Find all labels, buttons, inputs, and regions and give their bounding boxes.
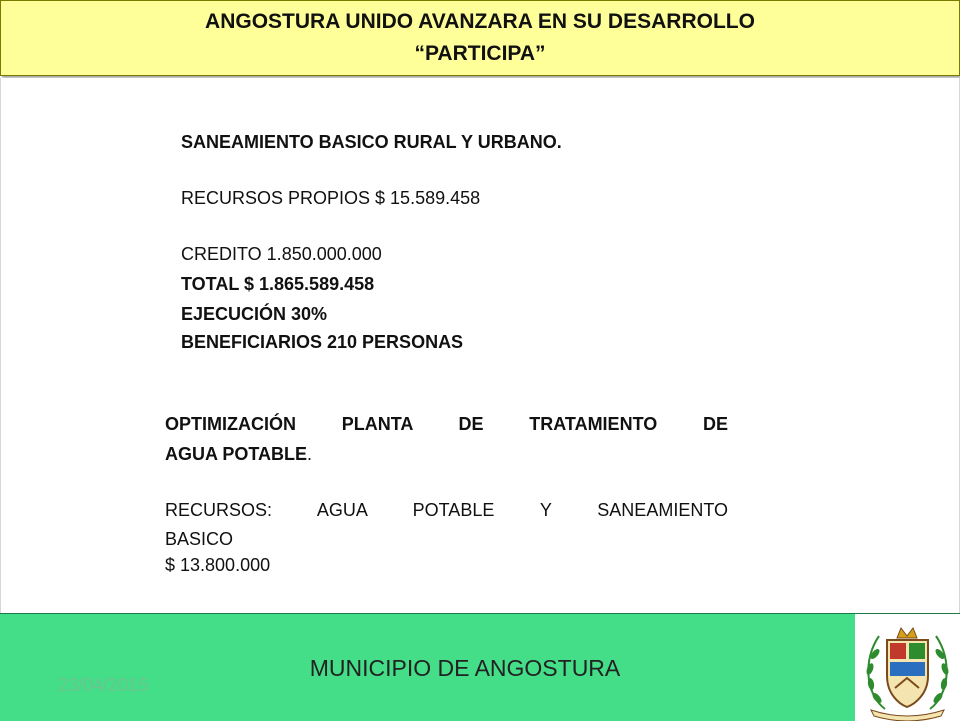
project1-title: SANEAMIENTO BASICO RURAL Y URBANO. — [181, 132, 562, 152]
slide-footer — [0, 613, 960, 721]
project1-total: TOTAL $ 1.865.589.458 — [181, 274, 375, 294]
slide-title-line1: ANGOSTURA UNIDO AVANZARA EN SU DESARROLLO — [205, 10, 755, 33]
project2-title-line2 — [165, 444, 312, 465]
project2-amount: $ 13.800.000 — [165, 555, 271, 575]
slide-title-line2: “PARTICIPA” — [414, 42, 546, 65]
slide-title-banner — [0, 0, 960, 76]
slide-body — [0, 78, 960, 613]
municipal-seal-logo — [855, 614, 960, 721]
project2-title-period: . — [307, 444, 313, 464]
project1-execution: EJECUCIÓN 30% — [181, 304, 328, 324]
project2-resources-line1: RECURSOS: AGUA POTABLE Y SANEAMIENTO — [165, 500, 728, 520]
project2-title-text: AGUA POTABLE — [165, 444, 307, 464]
slide-date: 23/04/2015 — [58, 675, 149, 695]
project1-own-resources: RECURSOS PROPIOS $ 15.589.458 — [181, 188, 481, 208]
project2-resources-line2: BASICO — [165, 529, 234, 549]
municipality-name: MUNICIPIO DE ANGOSTURA — [309, 655, 621, 681]
seal-emblem-icon — [855, 614, 960, 721]
project1-beneficiaries: BENEFICIARIOS 210 PERSONAS — [181, 332, 464, 352]
project2-title-line1: OPTIMIZACIÓN PLANTA DE TRATAMIENTO DE — [165, 414, 728, 434]
project1-credit: CREDITO 1.850.000.000 — [181, 244, 382, 264]
